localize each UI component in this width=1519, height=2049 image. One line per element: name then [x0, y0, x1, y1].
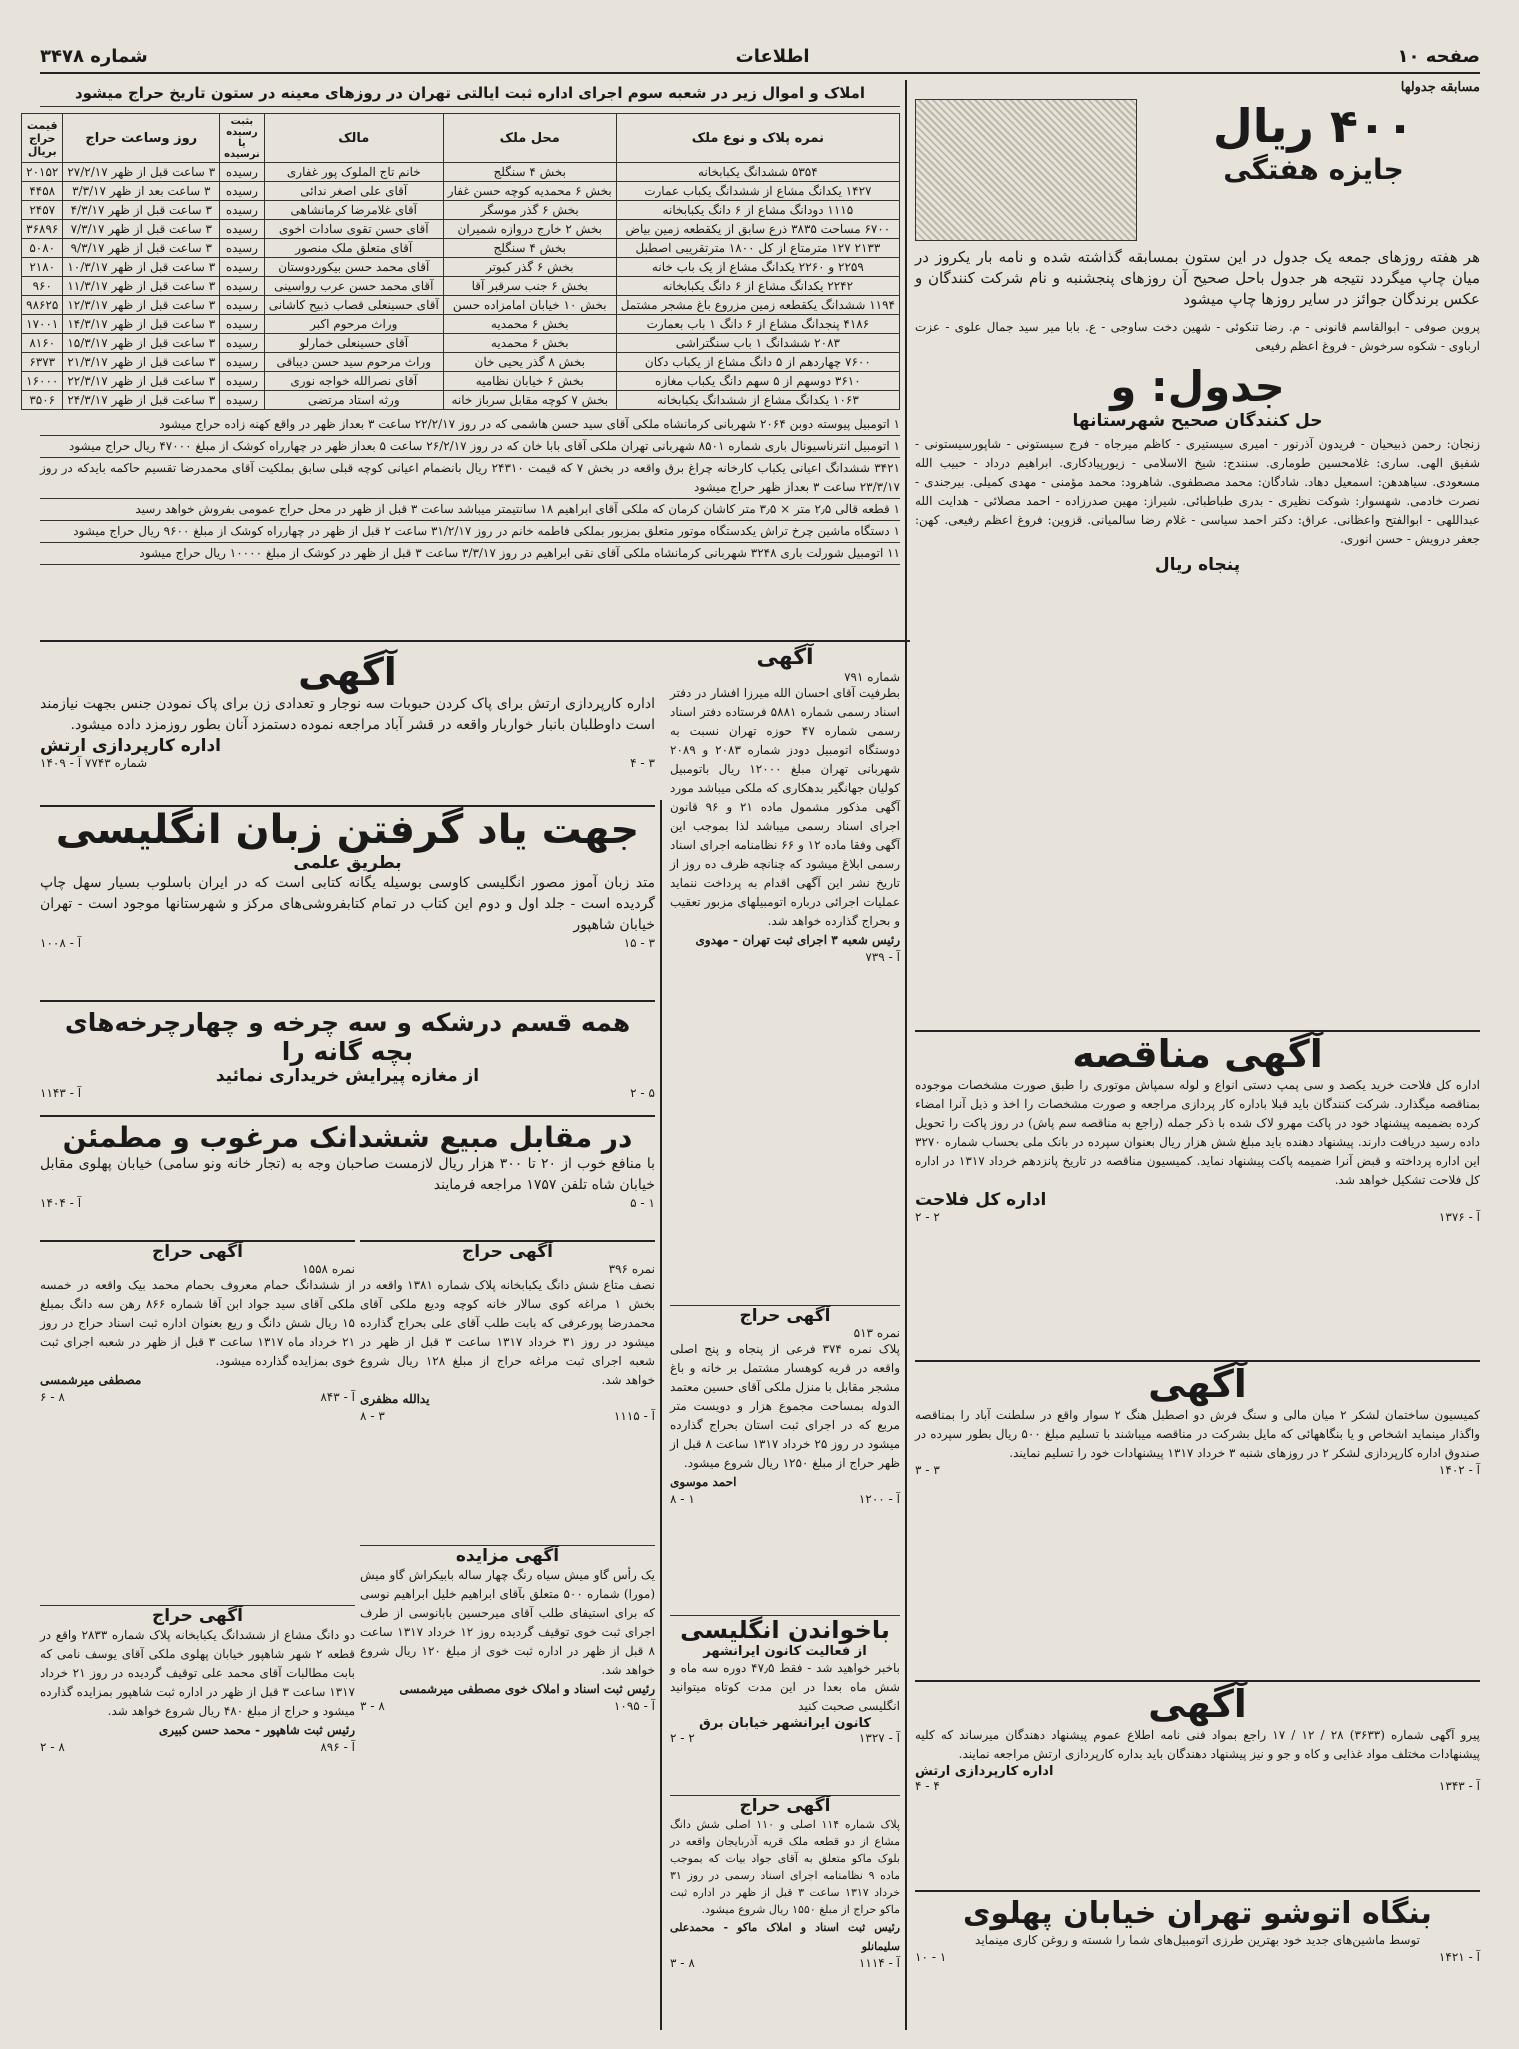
auction-cell: ۹۸۶۲۵: [22, 296, 63, 315]
auction-cell: رسیده: [220, 391, 265, 410]
auction-cell: ۴۱۸۶ پنجدانگ مشاع از ۶ دانگ ۱ باب بعمارت: [616, 315, 899, 334]
auction-cell: بخش ۴ سنگلج: [443, 239, 616, 258]
auction-row: [22, 296, 900, 315]
tender-title: آگهی مناقصه: [1072, 1032, 1323, 1076]
auction-row: [22, 163, 900, 182]
auction-cell: وراث مرحوم اکبر: [264, 315, 443, 334]
ref-count: ۸ - ۳: [670, 1956, 695, 1970]
auction-cell: ۴۴۵۸: [22, 182, 63, 201]
sale-notice-mid: [670, 1305, 900, 1606]
auction-row: [22, 277, 900, 296]
ref-code: آ - ۱۰۹۵: [613, 1699, 655, 1713]
auction-cell: رسیده: [220, 239, 265, 258]
notice-body: یک رأس گاو میش سیاه رنگ چهار ساله بابیکراش گاو میش (مورا) شماره ۵۰۰ متعلق بآقای ابراهیم خلیل ابراهیم نوسی که برای استیفای طلب آقای میرحسین بابانوسی از طرف اجرای ثبت خوی توقیف گردیده روز ۱۲ خرداد ۱۳۱۷ ساعت ۸ قبل از ظهر در اداره ثبت خوی از مبلغ ۱۲۰ ریال شروع خواهد شد.: [360, 1568, 656, 1677]
ref-count: ۸ - ۶: [40, 1390, 65, 1404]
page-number: صفحه ۱۰: [1397, 45, 1480, 67]
auction-cell: آقای محمد حسن عرب رواسینی: [264, 277, 443, 296]
notice-body: اداره کارپردازی ارتش برای پاک کردن حبوبات سه نوجار و تعدادی زن برای پاک نمودن جنس بجهت نیازمند است داوطلبان بانبار خواربار واقعه در قشر آباد مراجعه نموده دستمزد آنان بطور روزمزد داده میشود.: [40, 696, 655, 733]
sale-notice-shahpur: [40, 1605, 355, 2031]
ad-title: جهت یاد گرفتن زبان انگلیسی: [55, 807, 640, 853]
auction-cell: ۳ ساعت قبل از ظهر ۲۴/۳/۱۷: [63, 391, 220, 410]
notice-title: آگهی حراج: [152, 1606, 243, 1626]
tender-notice: [915, 1030, 1480, 1352]
auction-cell: ۱۰۶۳ یکدانگ مشاع از ششدانگ یکبابخانه: [616, 391, 899, 410]
tender-ref: [915, 1210, 1480, 1224]
carwash-title: بنگاه اتوشو تهران خیابان پهلوی: [963, 1896, 1432, 1931]
ref-count: ۱ - ۸: [670, 1492, 695, 1506]
auction-cell: ۳۵۰۶: [22, 391, 63, 410]
notice-sign: اداره کارپردازی ارتش: [40, 736, 221, 756]
auction-cell: ۱۶۰۰۰: [22, 372, 63, 391]
contest-winners: پروین صوفی - ابوالقاسم قانونی - م. رضا تنکوئی - شهین دخت ساوجی - ع. بابا میر سید جمال علوی - عزت ارباوی - شکوه سرخوش - فروغ اعظم رفیعی: [915, 320, 1481, 353]
auction-cell: بخش ۶ محمدیه: [443, 334, 616, 353]
solvers-list: زنجان: رحمن ذبیحیان - فریدون آذرنور - امیری سیستیری - کاظم میرجاه - فرج سیستونی - شاپورسیستونی - شفیق الهی. ساری: غلامحسین طوماری. سنندج: شیخ الاسلامی - زیورپیادکاری. ابراهیم درداد - حبیب الله مسعودی. سیاهدهن: اسمعیل دهاد. شادگان: محمد مصطفوی. شاهرود: محمد مؤمنی - مهدی کمیلی. بیرجندی - نصرت خادمی. شهسوار: شوکت نظیری - بدری طباطبائی. شیراز: مهین صدرزاده - احمد مصلائی - هدایت الله عبداللهی - ابوالفتح واعظانی. عراق: دکتر احمد سیاسی - غلام رضا سالمیانی. قزوین: فروغ اعظم رفیعی. کهن: جعفر درویش - حسن انوری.: [915, 437, 1480, 546]
ad-subtitle: از فعالیت کانون ایرانشهر: [703, 1644, 867, 1659]
auction-cell: بخش ۶ محمدیه: [443, 315, 616, 334]
auction-cell: رسیده: [220, 220, 265, 239]
auction-cell: ۹۶۰: [22, 277, 63, 296]
notice-body: از ششدانگ حمام معروف بحمام محمد بیک واقعه در خمسه ملکی آقای سید جواد ابن آقا شماره ۸۶۶ رهن سه دانگ بمبلغ ۱۵ ریال شش دانگ و ریع بعنوان اداره ثبت اسناد حراج در روز ۲۱ خرداد ماه ۱۳۱۷ ساعت ۳ قبل از ظهر در شعبه اجرای ثبت خوی بمزایده گذارده میشود.: [40, 1278, 356, 1368]
notice-sign: رئیس ثبت اسناد و املاک خوی مصطفی میرشمسی: [399, 1682, 655, 1696]
ad-title: باخواندن انگلیسی: [680, 1616, 890, 1644]
notice-body: کمیسیون ساختمان لشکر ۲ میان مالی و سنگ فرش دو اصطبل هنگ ۲ سوار واقع در سلطنت آباد را بمناقصه واگذار مینماید اشخاص و یا بنگاههائی که مایل بشرکت در مناقصه میباشند با تسلیم مبلغ ۵۰۰ ریال بطور سپرده در صندوق اداره کارپردازی لشکر ۲ در روزهای شنبه ۳ خرداد ۱۳۱۷ پیشنهادات خود را تسلیم نمایند.: [915, 1408, 1481, 1460]
ref-count: ۸ - ۲: [40, 1740, 65, 1754]
auction-cell: آقای متعلق ملک منصور: [264, 239, 443, 258]
auction-row: [22, 353, 900, 372]
ref-count: ۳ - ۴: [630, 756, 655, 770]
auction-cell: ۳۶۸۹۶: [22, 220, 63, 239]
ref-code: آ - ۸۴۳: [320, 1390, 355, 1404]
ref-code: آ - ۸۹۶: [320, 1740, 355, 1754]
auction-note: ۱ قطعه قالی ۲٫۵ متر × ۳٫۵ متر کاشان کرمان که ملکی آقای ابراهیم ۱۸ سانتیمتر میباشد ساعت ۳ قبل از ظهر در محل حراج عمومی بفروش خواهد رسید: [40, 499, 900, 521]
auction-note: ۱ دستگاه ماشین چرخ تراش یکدستگاه موتور متعلق بمزبور بملکی فاطمه خانم در روز ۳۱/۲/۱۷ ساعت ۲ قبل از ظهر در چهارراه کوشک از مبلغ ۹۶۰۰ ریال حراج میشود: [40, 521, 900, 543]
ref-code: آ - ۱۱۱۴: [858, 1956, 900, 1970]
notice-title: آگهی حراج: [739, 1306, 831, 1326]
auction-cell: ۳ ساعت قبل از ظهر ۱۴/۳/۱۷: [63, 315, 220, 334]
sale-notice-maku: [670, 1795, 900, 2031]
ad-body: با منافع خوب از ۲۰ تا ۳۰۰ هزار ریال لازمست صاحبان وجه به (تجار خانه ونو سامی) خیابان پهلوی مقابل خیابان شاه تلفن ۱۷۵۷ مراجعه فرمایند: [40, 1156, 656, 1193]
notice-ref: [670, 1492, 900, 1506]
auction-cell: آقای غلامرضا کرمانشاهی: [264, 201, 443, 220]
auction-cell: ۱۱۱۵ دودانگ مشاع از ۶ دانگ یکبابخانه: [616, 201, 899, 220]
contest-prize: ۴۰۰ ریال: [1212, 99, 1415, 153]
auction-cell: ۱۴۲۷ یکدانگ مشاع از ششدانگ یکباب عمارت: [616, 182, 899, 201]
ad-title: همه قسم درشکه و سه چرخه و چهارچرخه‌های بچه گانه را: [64, 1008, 631, 1066]
auction-cell: ۳ ساعت قبل از ظهر ۴/۳/۱۷: [63, 201, 220, 220]
auction-note: ۱۱ اتومبیل شورلت باری ۳۲۴۸ شهربانی کرمانشاه ملکی آقای نقی ابراهیم در روز ۳/۳/۱۷ ساعت ۳ قبل از ظهر در کوشک از مبلغ ۱۰۰۰۰ ریال حراج میشود: [40, 543, 900, 565]
notice-title: آگهی: [756, 645, 814, 670]
issue-number: شماره ۳۴۷۸: [40, 45, 148, 67]
auction-cell: رسیده: [220, 372, 265, 391]
investment-ad: [40, 1115, 655, 1237]
supply-notice: [915, 1680, 1480, 1882]
ref-code: آ - ۱۳۴۳: [1438, 1779, 1480, 1793]
auction-cell: بخش ۲ خارج دروازه شمیران: [443, 220, 616, 239]
auction-row: [22, 258, 900, 277]
notice-ref: [915, 1779, 1480, 1793]
ref-code: آ - ۱۱۴۳: [40, 1086, 82, 1100]
auction-cell: بخش ۱۰ خیابان امامزاده حسن: [443, 296, 616, 315]
auction-cell: ۶۷۰۰ مساحت ۳۸۳۵ ذرع سابق از یکقطعه زمین بیاض: [616, 220, 899, 239]
ad-ref: [40, 1086, 655, 1100]
auction-note: ۳۴۲۱ ششدانگ اعیانی یکباب کارخانه چراغ برق واقعه در بخش ۷ که قیمت ۲۴۳۱۰ ریال بانضمام اعیانی کوچه قبلی سابق بملکیت آقای محمدرضا تقسیم حاکمه بایدکه در روز ۲۳/۳/۱۷ ساعت ۳ بعداز ظهر حراج میشود: [40, 458, 900, 499]
solvers-title: حل کنندگان صحیح شهرستانها: [1072, 411, 1323, 431]
auction-cell: ورثه استاد مرتضی: [264, 391, 443, 410]
ref-count: ۴ - ۴: [915, 1779, 940, 1793]
auction-cell: ۳ ساعت قبل از ظهر ۲۲/۳/۱۷: [63, 372, 220, 391]
auction-cell: ۳ ساعت قبل از ظهر ۱۲/۳/۱۷: [63, 296, 220, 315]
col-header: روز وساعت حراج: [63, 114, 220, 163]
court-notice: [670, 645, 900, 1295]
contest-prize-line: پنجاه ریال: [1154, 555, 1241, 575]
ref-code: آ - ۱۴۰۲: [1438, 1463, 1480, 1477]
notice-ref: [40, 1390, 355, 1404]
auction-cell: ۳ ساعت قبل از ظهر ۲۷/۲/۱۷: [63, 163, 220, 182]
puzzle-title: جدول: و: [1110, 362, 1285, 411]
auction-block: [26, 80, 900, 640]
notice-title: آگهی حراج: [152, 1242, 243, 1262]
auction-cell: ۷۶۰۰ چهاردهم از ۵ دانگ مشاع از یکباب دکان: [616, 353, 899, 372]
tender-sign: اداره کل فلاحت: [915, 1190, 1047, 1210]
ref-count: ۵ - ۲: [630, 1086, 655, 1100]
auction-row: [22, 220, 900, 239]
contest-prize-title: جایزه هفتگی: [1223, 153, 1404, 186]
auction-cell: بخش ۶ جنب سرقبر آقا: [443, 277, 616, 296]
notice-title: آگهی حراج: [739, 1796, 831, 1816]
carwash-ad: [915, 1890, 1480, 2022]
ref-code: آ - ۱۴۰۴: [40, 1196, 82, 1210]
auction-cell: رسیده: [220, 296, 265, 315]
newspaper-name: اطلاعات: [735, 45, 810, 67]
notice-ref: [670, 950, 900, 964]
auction-cell: ۲۱۸۰: [22, 258, 63, 277]
notice-title: آگهی مزایده: [455, 1546, 560, 1566]
ref-code: آ - ۱۳۲۷: [858, 1731, 900, 1745]
ref-code: شماره ۷۷۴۳ آ - ۱۴۰۹: [40, 756, 148, 770]
col-header: نمره پلاک و نوع ملک: [616, 114, 899, 163]
ref-count: ۲ - ۲: [670, 1731, 695, 1745]
notice-body: پیرو آگهی شماره (۳۶۳۳) ۲۸ / ۱۲ / ۱۷ راجع بمواد فنی نامه اطلاع عموم پیشنهاد دهندگان میرساند که کلیه پیشنهادات مختلف مواد غذایی و کاه و جو و نیز پیشنهاد دهندگان باید بداره کارپردازی ارتش مراجعه نمایند.: [915, 1728, 1481, 1761]
column-rule: [905, 80, 907, 2030]
auction-note: ۱ اتومبیل انترناسیونال باری شماره ۸۵۰۱ شهربانی تهران ملکی آقای بابا خان که در روز ۲۶/۲/۱۷ ساعت ۵ بعداز ظهر در چهارراه کوشک از مبلغ ۴۷۰۰۰ ریال حراج میشود: [40, 436, 900, 458]
ref-code: آ - ۱۱۱۵: [613, 1409, 655, 1423]
column-rule: [660, 800, 662, 2030]
col-header: بثبت رسیده یا نرسیده: [220, 114, 265, 163]
notice-ref: [915, 1463, 1480, 1477]
ad-subtitle: از مغازه پیرایش خریداری نمائید: [215, 1066, 480, 1086]
ad-body: متد زبان آموز مصور انگلیسی کاوسی بوسیله یگانه کتابی است که در ایران باسلوب بسیار سهل چاپ گردیده است - جلد اول و دوم این کتاب در تمام کتابفروشی‌های مرکز و شهرستانها موجود است - تهران خیابان شاهپور: [40, 875, 655, 933]
english-book-ad: [40, 805, 655, 997]
auction-title: املاک و اموال زیر در شعبه سوم اجرای اداره ثبت ایالتی تهران در روزهای معینه در ستون تاریخ حراج میشود: [40, 80, 900, 107]
notice-body: بطرفیت آقای احسان الله میرزا افشار در دفتر اسناد رسمی شماره ۵۸۸۱ فرستاده دفتر اسناد رسمی شماره ۴۷ حوزه تهران نسبت به دوستگاه اتومبیل دودز شماره ۲۰۸۳ و ۲۰۸۹ شهربانی تهران مبلغ ۱۲۰۰۰ ریال باتومبیل کولیان جهانگیر بدهکاری که ملکی میباشد مورد آگهی مذکور مشمول ماده ۲۱ و ۹۶ قانون اجرای اسناد رسمی میباشد لذا بموجب این آگهی وفقا ماده ۱۲ و ۶۶ نظامنامه اجرای اسناد رسمی ابلاغ میشود که چنانچه ظرف ده روز از تاریخ نشر این آگهی اقدام به پرداخت ننماید عملیات اجرائی درباره اتومبیلهای مزبور تعقیب و بحراج گذارده خواهد شد.: [670, 686, 900, 928]
ref-code: آ - ۱۲۰۰: [858, 1492, 900, 1506]
ref-count: ۳ - ۱۵: [623, 936, 655, 950]
ref-code: آ - ۱۰۰۸: [40, 936, 82, 950]
notice-title: آگهی: [298, 650, 397, 694]
sale-notice-maragheh: [360, 1240, 655, 1542]
auction-cell: ۳۶۱۰ دوسهم از ۵ سهم دانگ یکباب مغازه: [616, 372, 899, 391]
auction-cell: بخش ۶ محمدیه کوچه حسن غفار: [443, 182, 616, 201]
auction-cell: آقای حسینعلی قصاب ذبیح کاشانی: [264, 296, 443, 315]
sale-notice-khoy: [40, 1240, 355, 1602]
auction-cell: رسیده: [220, 182, 265, 201]
auction-cell: رسیده: [220, 353, 265, 372]
notice-body: دو دانگ مشاع از ششدانگ یکبابخانه پلاک شماره ۲۸۳۳ واقع در قطعه ۲ شهر شاهپور خیابان پهلوی ملکی آقای یوسف نامی که بابت مطالبات آقای محمد علی توقیف گردیده در روز ۲۱ خرداد ۱۳۱۷ ساعت ۳ قبل از ظهر در اداره ثبت شاهپور بمزایده گذارده میشود و حراج از مبلغ ۴۸۰ ریال شروع خواهد شد.: [40, 1628, 356, 1718]
ref-count: ۳ - ۳: [915, 1463, 940, 1477]
auction-table: [21, 113, 900, 410]
army-labor-notice: [40, 650, 655, 800]
auction-row: [22, 201, 900, 220]
auction-cell: رسیده: [220, 277, 265, 296]
english-class-ad: [670, 1615, 900, 1786]
auction-notice-khoy: [360, 1545, 655, 2031]
auction-row: [22, 391, 900, 410]
auction-row: [22, 334, 900, 353]
carwash-ref: [915, 1950, 1480, 1964]
notice-number: نمره ۳۹۶: [608, 1262, 655, 1276]
auction-cell: بخش ۷ کوچه مقابل سرباز خانه: [443, 391, 616, 410]
auction-cell: بخش ۴ سنگلج: [443, 163, 616, 182]
notice-body: نصف متاع شش دانگ یکبابخانه پلاک شماره ۱۳۸۱ واقعه در بخش ۱ مراغه کوی سالار خانه کوچه ودیع ملکی آقای محمدرضا پورعرفی که بابت طلب آقای علی بحراج گذارده میشود در روز ۳۱ خرداد ۱۳۱۷ ساعت ۳ قبل از ظهر در شعبه اجرای ثبت مراغه حراج از مبلغ ۱۲۸ ریال شروع خواهد شد.: [360, 1278, 655, 1387]
auction-cell: ۱۱۹۴ ششدانگ یکقطعه زمین مزروع باغ مشجر مشتمل: [616, 296, 899, 315]
auction-cell: ۳ ساعت قبل از ظهر ۱۱/۳/۱۷: [63, 277, 220, 296]
ref-count: ۱ - ۵: [630, 1196, 655, 1210]
ad-body: باخبر خواهید شد - فقط ۴۷٫۵ دوره سه ماه و شش ماه بعدا در این مدت کوتاه میتوانید انگلیسی صحبت کنید: [670, 1661, 900, 1713]
auction-cell: آقای حسن تقوی سادات اخوی: [264, 220, 443, 239]
auction-cell: ۵۰۸۰: [22, 239, 63, 258]
ad-subtitle: بطریق علمی: [293, 853, 402, 873]
auction-cell: خانم تاج الملوک پور غفاری: [264, 163, 443, 182]
auction-cell: ۲۰۸۳ ششدانگ ۱ باب سنگتراشی: [616, 334, 899, 353]
auction-cell: رسیده: [220, 315, 265, 334]
notice-title: آگهی: [1148, 1682, 1247, 1726]
contest-block: [915, 80, 1480, 1015]
auction-cell: ۳ ساعت قبل از ظهر ۱۵/۳/۱۷: [63, 334, 220, 353]
auction-cell: رسیده: [220, 201, 265, 220]
auction-note: ۱ اتومبیل پیوسته دوبن ۲۰۶۴ شهربانی کرمانشاه ملکی آقای سید حسن هاشمی که در روز ۲۲/۲/۱۷ ساعت ۳ بعداز ظهر در واقع کهنه زاده حراج میشود: [40, 414, 900, 436]
auction-cell: بخش ۸ گذر یحیی خان: [443, 353, 616, 372]
notice-ref: [360, 1699, 655, 1713]
auction-cell: آقای علی اصغر ندائی: [264, 182, 443, 201]
notice-title: آگهی حراج: [462, 1242, 553, 1262]
notice-number: شماره ۷۹۱: [844, 670, 900, 684]
auction-notes: [40, 414, 900, 565]
auction-cell: ۸۱۶۰: [22, 334, 63, 353]
auction-cell: ۶۳۷۳: [22, 353, 63, 372]
contest-image: [915, 99, 1137, 241]
auction-row: [22, 372, 900, 391]
auction-cell: وراث مرحوم سید حسن دیباقی: [264, 353, 443, 372]
pram-ad: [40, 1000, 655, 1112]
auction-cell: بخش ۶ گذر کبوتر: [443, 258, 616, 277]
auction-cell: ۱۷۰۰۱: [22, 315, 63, 334]
notice-body: پلاک نمره ۳۷۴ فرعی از پنجاه و پنج اصلی واقعه در قریه کوهسار مشتمل بر خانه و باغ مشجر مقابل با منزل ملکی آقای حسین معتمد الدوله بمساحت مجموع هزار و دویست متر مربع که در اجرای ثبت استان بحراج گذارده میشود در روز ۲۵ خرداد ۱۳۱۷ ساعت ۸ قبل از ظهر حراج از مبلغ ۱۲۵۰ ریال شروع میشود.: [670, 1342, 900, 1470]
ref-count: ۲ - ۲: [915, 1210, 940, 1224]
notice-ref: [670, 1956, 900, 1970]
page-header: [40, 40, 1480, 74]
col-header: مالک: [264, 114, 443, 163]
ad-title: در مقابل مبیع ششدانک مرغوب و مطمئن: [62, 1121, 633, 1154]
notice-title: آگهی: [1148, 1362, 1247, 1406]
auction-cell: ۲۲۴۲ یکدانگ مشاع از ۶ دانگ یکبابخانه: [616, 277, 899, 296]
tender-body: اداره کل فلاحت خرید یکصد و سی پمپ دستی انواع و لوله سمپاش موتوری را طبق صورت مشخصات موجوده بمناقصه میگذارد. شرکت کنندگان باید قبلا باداره کار پردازی مراجعه و صورت مشخصات را اخذ و ذیل آنرا امضاء کرده بضمیمه پیشنهاد خود در پاکت مهرو لاک شده با ذکر جمله (راجع به مناقصه سم پاش) در روز پاکت را تحویل داده رسید دریافت دارند. پیشنهاد دهنده باید مبلغ شش هزار ریال بعنوان سپرده در بانک ملی بحساب شماره ۳۲۷۰ این اداره پرداخته و قبض آنرا ضمیمه پاکت پیشنهاد نماید. کمیسیون مناقصه در تاریخ پانزدهم خرداد ۱۳۱۷ در اداره کل فلاحت تشکیل خواهد شد.: [915, 1078, 1480, 1187]
auction-cell: ۲۰۱۵۲: [22, 163, 63, 182]
auction-cell: آقای محمد حسن بیکوردوستان: [264, 258, 443, 277]
auction-cell: ۳ ساعت قبل از ظهر ۱۰/۳/۱۷: [63, 258, 220, 277]
auction-cell: ۳ ساعت بعد از ظهر ۳/۳/۱۷: [63, 182, 220, 201]
notice-sign: اداره کارپردازی ارتش: [915, 1764, 1054, 1779]
ad-ref: [40, 1196, 655, 1210]
auction-cell: ۲۴۵۷: [22, 201, 63, 220]
army-construction-notice: [915, 1360, 1480, 1672]
ref-code: آ - ۱۳۷۶: [1438, 1210, 1480, 1224]
ad-ref: [670, 1731, 900, 1745]
ref-count: ۸ - ۳: [360, 1699, 385, 1713]
auction-header-row: [22, 114, 900, 163]
col-header: محل ملک: [443, 114, 616, 163]
column-rule: [40, 640, 910, 642]
auction-cell: ۳ ساعت قبل از ظهر ۹/۳/۱۷: [63, 239, 220, 258]
notice-number: نمره ۱۵۵۸: [302, 1262, 355, 1276]
auction-cell: ۳ ساعت قبل از ظهر ۷/۳/۱۷: [63, 220, 220, 239]
notice-sign: رئیس شعبه ۳ اجرای ثبت تهران - مهدوی: [695, 933, 900, 947]
notice-ref: [40, 756, 655, 770]
contest-label: مسابقه جدولها: [1400, 80, 1480, 95]
ad-ref: [40, 936, 655, 950]
notice-sign: یدالله مظفری: [360, 1392, 430, 1406]
notice-number: نمره ۵۱۳: [853, 1326, 900, 1340]
auction-cell: رسیده: [220, 258, 265, 277]
notice-sign: رئیس ثبت اسناد و املاک ماکو - محمدعلی سلیمانلو: [670, 1921, 900, 1953]
auction-cell: ۳ ساعت قبل از ظهر ۲۱/۳/۱۷: [63, 353, 220, 372]
notice-sign: مصطفی میرشمسی: [40, 1373, 142, 1387]
auction-cell: ۲۲۵۹ و ۲۲۶۰ یکدانگ مشاع از یک باب خانه: [616, 258, 899, 277]
notice-sign: احمد موسوی: [670, 1475, 737, 1489]
auction-cell: رسیده: [220, 163, 265, 182]
col-header: قیمت حراج بریال: [22, 114, 63, 163]
ref-code: آ - ۷۳۹: [865, 950, 900, 964]
auction-cell: رسیده: [220, 334, 265, 353]
notice-ref: [360, 1409, 655, 1423]
carwash-body: توسط ماشین‌های جدید خود بهترین طرزی اتومبیل‌های شما را شسته و روغن کاری مینماید: [975, 1933, 1420, 1947]
auction-cell: آقای حسینعلی خمارلو: [264, 334, 443, 353]
contest-description: هر هفته روزهای جمعه یک جدول در این ستون بمسابقه گذاشته شده و نامه بار یکروز در میان چاپ میگردد نتیجه هر جدول باحل صحیح آن روزهای پنجشنبه و نام شرکت کنندگان و عکس برندگان جوائز در سایر روزها چاپ میشود: [915, 248, 1480, 308]
ad-sign: کانون ایرانشهر خیابان برق: [699, 1716, 871, 1731]
auction-cell: ۲۱۳۳ ۱۲۷ مترمتاع از کل ۱۸۰۰ مترتقریبی اصطبل: [616, 239, 899, 258]
ref-code: آ - ۱۴۲۱: [1438, 1950, 1480, 1964]
auction-cell: بخش ۶ خیابان نظامیه: [443, 372, 616, 391]
notice-body: پلاک شماره ۱۱۴ اصلی و ۱۱۰ اصلی شش دانگ مشاع از دو قطعه ملک قریه آذربایجان واقعه در بلوک ماکو متعلق به آقای جواد بیات که بموجب ماده ۹ نظامنامه اجرای اسناد رسمی در روز ۳۱ خرداد ۱۳۱۷ ساعت ۳ قبل از ظهر در اداره ثبت ماکو حراج از مبلغ ۱۵۵۰ ریال شروع میشود.: [670, 1818, 901, 1916]
auction-cell: ۵۳۵۴ ششدانگ یکبابخانه: [616, 163, 899, 182]
auction-cell: بخش ۶ گذر موسگر: [443, 201, 616, 220]
notice-ref: [40, 1740, 355, 1754]
notice-sign: رئیس ثبت شاهپور - محمد حسن کبیری: [158, 1723, 355, 1737]
auction-row: [22, 239, 900, 258]
auction-cell: آقای نصرالله خواجه نوری: [264, 372, 443, 391]
auction-row: [22, 182, 900, 201]
auction-row: [22, 315, 900, 334]
ref-count: ۳ - ۸: [360, 1409, 385, 1423]
ref-count: ۱ - ۱۰: [915, 1950, 947, 1964]
